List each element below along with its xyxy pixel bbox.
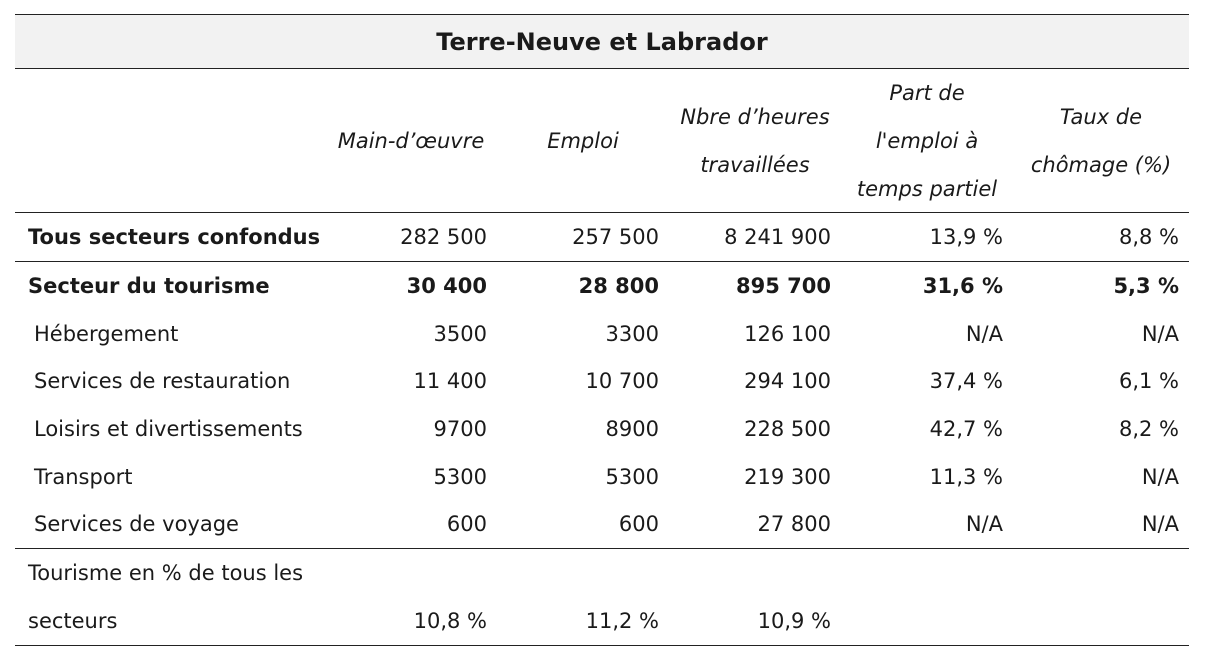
header-heures [669,69,841,212]
cell-chomage: 8,2 % [1118,416,1179,441]
header-chomage-line2: chômage (%) [1030,152,1172,177]
cell-temps-partiel: 31,6 % [922,274,1003,298]
cell-temps-partiel: 37,4 % [929,369,1003,394]
row-label-line2: secteurs [28,608,118,633]
header-emploi-text: Emploi [547,128,619,153]
cell-temps-partiel: 11,3 % [929,464,1003,489]
cell-heures: 228 500 [744,416,831,441]
row-label: Loisirs et divertissements [34,416,303,441]
cell-temps-partiel: 42,7 % [929,416,1003,441]
header-temps-partiel-line3: temps partiel [856,176,998,201]
row-label: Transport [34,464,133,489]
cell-heures: 8 241 900 [724,225,831,249]
header-chomage-line1: Taux de [1059,104,1143,129]
cell-chomage: 8,8 % [1118,225,1179,249]
table-row [15,310,1189,358]
cell-heures: 294 100 [744,369,831,394]
header-heures-line2: travaillées [700,152,810,177]
cell-chomage: 5,3 % [1113,274,1179,298]
cell-main-doeuvre [325,549,497,645]
cell-temps-partiel: N/A [965,321,1003,346]
cell-chomage: N/A [1141,464,1179,489]
header-heures-line1: Nbre d’heures [680,104,830,129]
cell-main-doeuvre: 3500 [433,321,487,346]
header-row [15,69,1189,213]
header-temps-partiel [841,69,1013,212]
header-chomage [1013,69,1189,212]
cell-heures: 219 300 [744,464,831,489]
header-emploi [497,69,669,212]
table-row [15,358,1189,406]
table-row-percentage [15,548,1189,646]
cell-emploi: 8900 [605,416,659,441]
cell-emploi: 28 800 [578,274,659,298]
table-row-sector [15,262,1189,310]
cell-main-doeuvre: 600 [446,512,487,537]
cell-temps-partiel: N/A [965,512,1003,537]
row-label [15,549,325,645]
cell-temps-partiel [841,549,1013,645]
header-temps-partiel-line2: l'emploi à [875,128,979,153]
header-label [15,69,325,212]
cell-emploi-text: 11,2 % [585,608,659,633]
cell-heures: 895 700 [736,274,831,298]
table-title-text: Terre-Neuve et Labrador [436,27,768,56]
row-label-line1: Tourisme en % de tous les [28,560,304,585]
cell-main-doeuvre: 11 400 [413,369,487,394]
cell-main-doeuvre: 30 400 [406,274,487,298]
cell-temps-partiel: 13,9 % [929,225,1003,249]
cell-chomage: 6,1 % [1118,369,1179,394]
cell-heures-text: 10,9 % [757,608,831,633]
cell-chomage: N/A [1141,321,1179,346]
cell-chomage: N/A [1141,512,1179,537]
table-row [15,500,1189,548]
row-label: Services de voyage [34,512,239,537]
cell-emploi: 257 500 [572,225,659,249]
cell-emploi [497,549,669,645]
cell-emploi: 600 [618,512,659,537]
cell-main-doeuvre: 5300 [433,464,487,489]
table-row-total [15,213,1189,262]
cell-heures: 27 800 [757,512,831,537]
cell-emploi: 5300 [605,464,659,489]
cell-main-doeuvre: 282 500 [400,225,487,249]
cell-heures [669,549,841,645]
cell-emploi: 10 700 [585,369,659,394]
table-row [15,453,1189,501]
cell-emploi: 3300 [605,321,659,346]
row-label: Secteur du tourisme [28,274,270,298]
cell-heures: 126 100 [744,321,831,346]
cell-main-doeuvre: 9700 [433,416,487,441]
header-main-doeuvre-text: Main-d’œuvre [337,128,485,153]
row-label: Services de restauration [34,369,291,394]
cell-chomage [1013,549,1189,645]
row-label: Hébergement [34,321,179,346]
row-label: Tous secteurs confondus [28,225,321,249]
header-temps-partiel-line1: Part de [889,80,965,105]
cell-main-doeuvre-text: 10,8 % [413,608,487,633]
header-main-doeuvre [325,69,497,212]
employment-table [15,14,1189,646]
table-title [15,14,1189,69]
table-row [15,405,1189,453]
